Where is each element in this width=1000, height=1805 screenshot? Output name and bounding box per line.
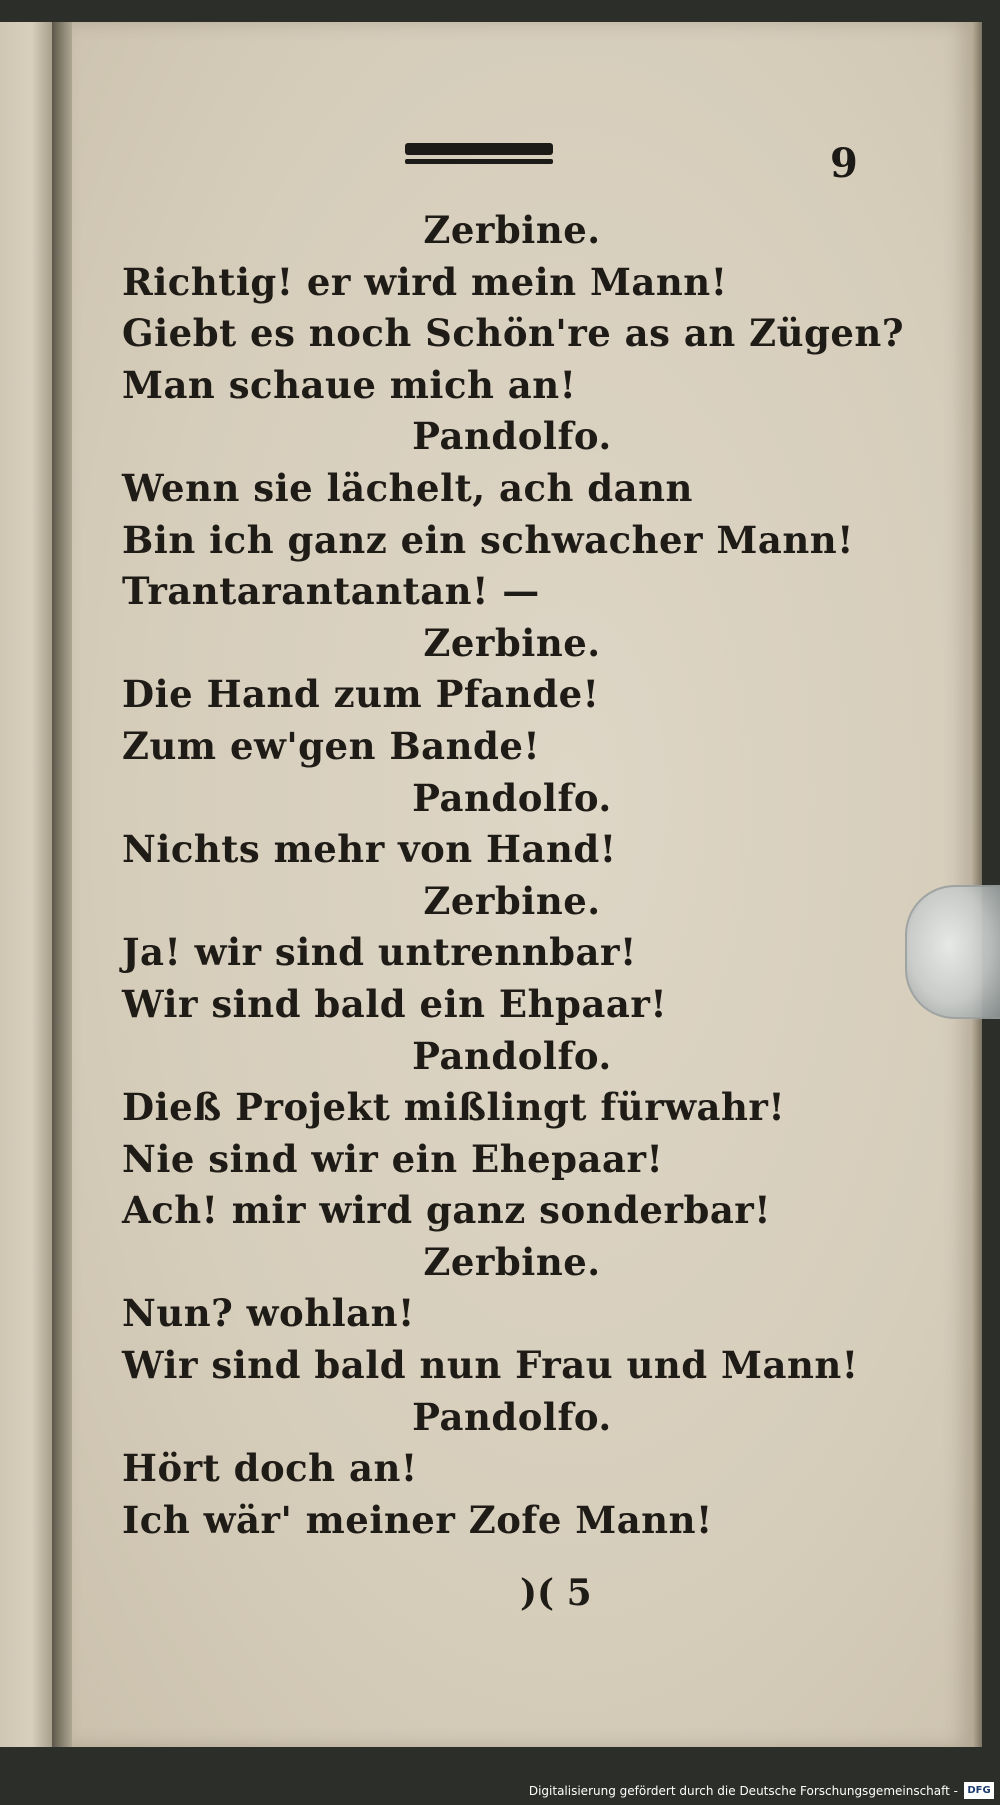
speaker-name: Pandolfo.	[412, 1033, 612, 1078]
verse-line: Ich wär' meiner Zofe Mann!	[122, 1497, 713, 1542]
verse-line: Nie sind wir ein Ehepaar!	[122, 1136, 664, 1181]
footer-bar	[0, 1778, 1000, 1805]
verse-line: Nichts mehr von Hand!	[122, 827, 617, 872]
verse-line: Wir sind bald ein Ehpaar!	[122, 981, 668, 1026]
page-number: 9	[830, 140, 858, 187]
speaker-name: Pandolfo.	[412, 775, 612, 820]
verse-line: Die Hand zum Pfande!	[122, 672, 600, 717]
verse-line: Wir sind bald nun Frau und Mann!	[122, 1343, 859, 1388]
footer-credit: Digitalisierung gefördert durch die Deutsche Forschungsgemeinschaft -	[528, 1784, 958, 1798]
verse-line: Ach! mir wird ganz sonderbar!	[122, 1188, 772, 1233]
facing-page-edge	[0, 22, 54, 1747]
speaker-name: Zerbine.	[423, 1239, 601, 1284]
verse-line: Richtig! er wird mein Mann!	[122, 259, 728, 304]
verse-line: Giebt es noch Schön're as an Zügen?	[122, 311, 904, 356]
speaker-name: Zerbine.	[423, 878, 601, 923]
verse-line: Nun? wohlan!	[122, 1291, 415, 1336]
speaker-name: Zerbine.	[423, 208, 601, 252]
verse-line: Wenn sie lächelt, ach dann	[122, 465, 693, 510]
verse-line: Trantarantantan! —	[122, 569, 540, 614]
ornamental-rule	[405, 143, 553, 169]
speaker-name: Pandolfo.	[412, 414, 612, 459]
book-gutter	[52, 22, 74, 1747]
verse-line: Bin ich ganz ein schwacher Mann!	[122, 517, 854, 562]
rule-bar-thick	[405, 143, 553, 155]
speaker-name: Pandolfo.	[412, 1394, 612, 1439]
verse-line: Dieß Projekt mißlingt fürwahr!	[122, 1085, 786, 1130]
verse-line: Hört doch an!	[122, 1446, 418, 1491]
speaker-name: Zerbine.	[423, 620, 601, 665]
verse-line: Man schaue mich an!	[122, 362, 577, 407]
signature-mark: )( 5	[520, 1572, 592, 1614]
rule-bar-thin	[405, 159, 553, 164]
verse-line: Zum ew'gen Bande!	[122, 723, 541, 768]
verse-line: Ja! wir sind untrennbar!	[122, 930, 637, 975]
page-holder-clip	[905, 885, 1000, 1019]
verse-text-block	[122, 205, 904, 1546]
dfg-logo: DFG	[964, 1782, 994, 1799]
